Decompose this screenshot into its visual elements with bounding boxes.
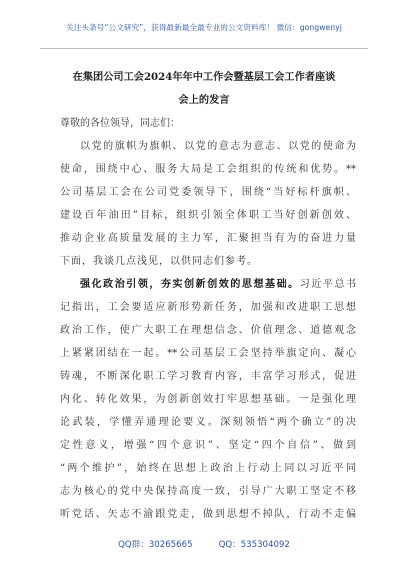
document-title-line-2: 会上的发言 <box>178 94 230 106</box>
paragraph-2-line: 铸魂，不断深化职工学习教育内容，丰富学习形式，促进 <box>60 371 356 382</box>
paragraph-1-line: 建设百年油田”目标，组织引领全体职工当好创新创效、 <box>60 210 356 221</box>
salutation: 尊敬的各位领导，同志们： <box>60 118 180 129</box>
paragraph-2-line: 上紧紧团结在一起。**公司基层工会坚持举旗定向、凝心 <box>60 348 356 359</box>
header-divider <box>40 48 368 49</box>
paragraph-2-line: 志为核心的党中央保持高度一致，引导广大职工坚定不移 <box>60 486 356 497</box>
paragraph-1-line: 下面，我谈几点浅见，以供同志们参考。 <box>60 256 258 267</box>
document-title-line-1: 在集团公司工会2024年年中工作会暨基层工会工作者座谈 <box>72 71 336 83</box>
paragraph-2-line: 政治工作，使广大职工在理想信念、价值理念、道德观念 <box>60 325 356 336</box>
paragraph-2-first-line <box>80 275 356 290</box>
paragraph-2-line: 论武装，学懂弄通理论要义。深刻领悟“两个确立”的决 <box>60 417 356 428</box>
paragraph-1-line: 以党的旗帜为旗帜、以党的意志为意志、以党的使命为 <box>80 141 356 152</box>
paragraph-2-line: 定性意义，增强“四个意识”、坚定“四个自信”、做到 <box>60 440 356 451</box>
header-banner: 关注头条号“公文研究”，获得最新最全最专业的公文资料库！ 微信：gongwenyj <box>66 23 342 32</box>
footer-contact <box>0 538 408 550</box>
paragraph-2-line: “两个维护”，始终在思想上政治上行动上同以习近平同 <box>60 463 356 474</box>
paragraph-2-line: 听党话、矢志不渝跟党走，做到思想不掉队，行动不走偏 <box>60 509 356 520</box>
paragraph-1-line: 公司基层工会在公司党委领导下，围绕“当好标杆旗帜、 <box>60 187 356 198</box>
paragraph-2-line: 内化、转化效果，为创新创效打牢思想基础。一是强化理 <box>60 394 356 405</box>
section-heading: 强化政治引领，夯实创新创效的思想基础。 <box>80 279 300 290</box>
footer-qq: QQ：535304092 <box>218 540 290 550</box>
paragraph-2-line-tail: 习近平总书 <box>299 279 357 290</box>
paragraph-1-line: 使命，围绕中心、服务大局是工会组织的传统和优势。** <box>60 164 356 175</box>
footer-qq-group: QQ群：30265665 <box>118 540 193 550</box>
paragraph-1-line: 推动企业高质量发展的主力军，汇聚担当有为的奋进力量 <box>60 233 356 244</box>
paragraph-2-line: 记指出，工会要适应新形势新任务，加强和改进职工思想 <box>60 302 356 313</box>
